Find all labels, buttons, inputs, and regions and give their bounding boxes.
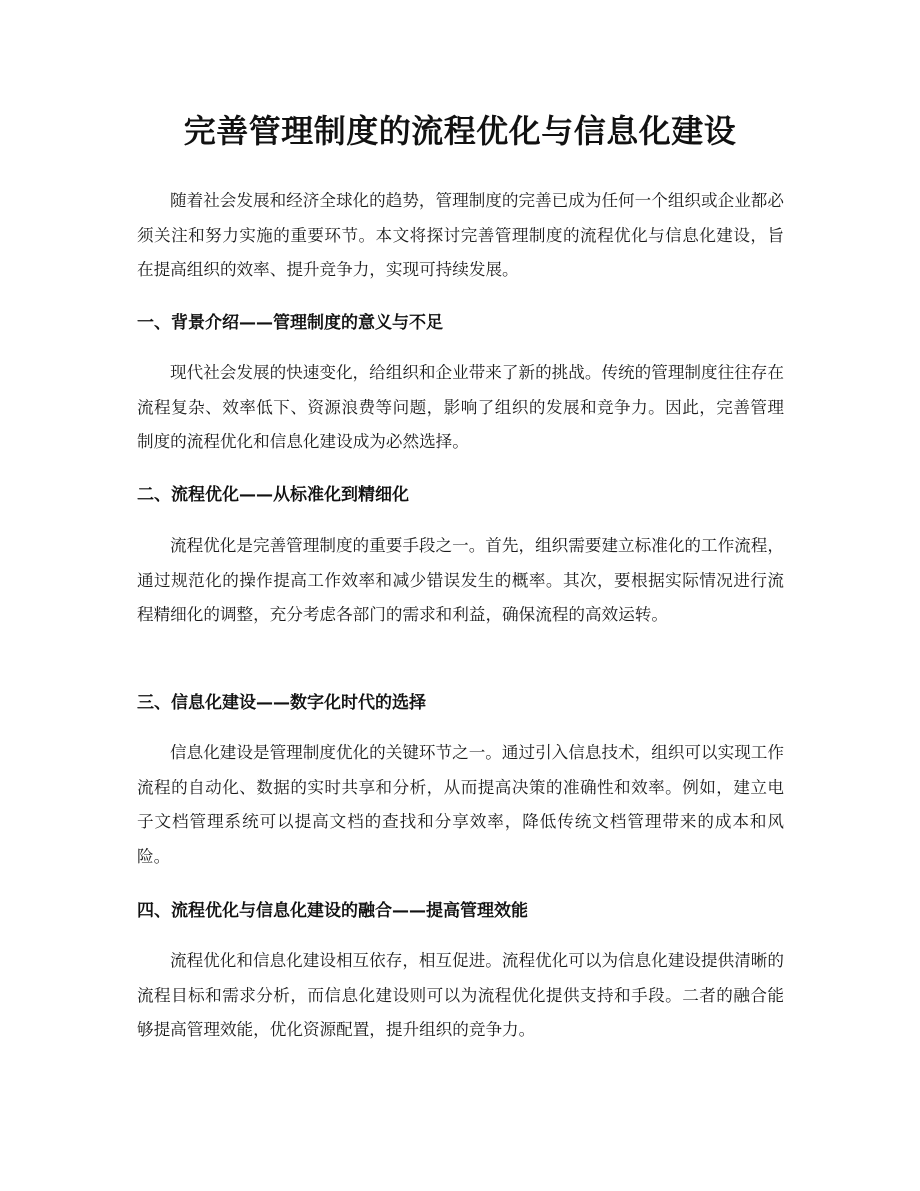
section-body-1: 现代社会发展的快速变化，给组织和企业带来了新的挑战。传统的管理制度往往存在流程复杂、效率低下、资源浪费等问题，影响了组织的发展和竞争力。因此，完善管理制度的流程优化和信息化建设成为必然选择。 — [137, 363, 784, 451]
section-body-3: 信息化建设是管理制度优化的关键环节之一。通过引入信息技术，组织可以实现工作流程的自动化、数据的实时共享和分析，从而提高决策的准确性和效率。例如，建立电子文档管理系统可以提高文档的查找和分享效率，降低传统文档管理带来的成本和风险。 — [137, 743, 784, 866]
section-heading-1: 一、背景介绍——管理制度的意义与不足 — [137, 313, 443, 333]
section-body-4: 流程优化和信息化建设相互依存，相互促进。流程优化可以为信息化建设提供清晰的流程目标和需求分析，而信息化建设则可以为流程优化提供支持和手段。二者的融合能够提高管理效能，优化资源配置，提升组织的竞争力。 — [137, 951, 784, 1039]
section-heading-4: 四、流程优化与信息化建设的融合——提高管理效能 — [137, 901, 528, 921]
section-heading-3: 三、信息化建设——数字化时代的选择 — [137, 693, 426, 713]
document-title: 完善管理制度的流程优化与信息化建设 — [183, 112, 737, 150]
section-body-2: 流程优化是完善管理制度的重要手段之一。首先，组织需要建立标准化的工作流程，通过规范化的操作提高工作效率和减少错误发生的概率。其次，要根据实际情况进行流程精细化的调整，充分考虑各部门的需求和利益，确保流程的高效运转。 — [137, 536, 784, 624]
intro-paragraph: 随着社会发展和经济全球化的趋势，管理制度的完善已成为任何一个组织或企业都必须关注和努力实施的重要环节。本文将探讨完善管理制度的流程优化与信息化建设，旨在提高组织的效率、提升竞争力，实现可持续发展。 — [137, 191, 784, 279]
section-heading-2: 二、流程优化——从标准化到精细化 — [137, 485, 409, 505]
